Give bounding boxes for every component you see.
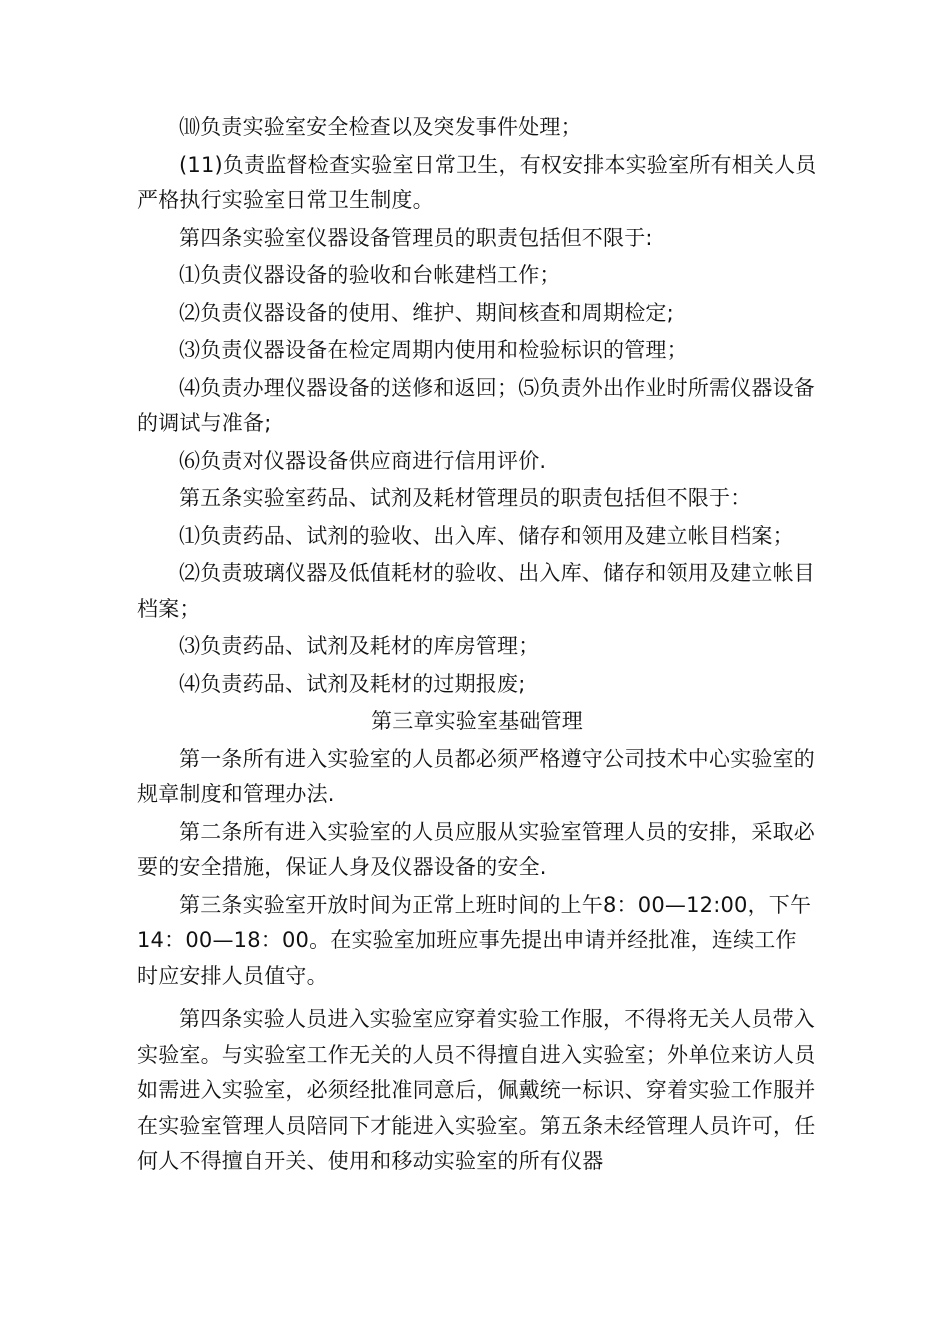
- paragraph-article-5: 第五条实验室药品、试剂及耗材管理员的职责包括但不限于：: [179, 486, 752, 510]
- paragraph-equipment-1: ⑴负责仪器设备的验收和台帐建档工作；: [179, 263, 561, 287]
- paragraph-equipment-4-5: ⑷负责办理仪器设备的送修和返回；⑸负责外出作业时所需仪器设备的调试与准备;: [137, 375, 815, 435]
- paragraph-equipment-6: ⑹负责对仪器设备供应商进行信用评价.: [179, 448, 547, 473]
- paragraph-equipment-3: ⑶负责仪器设备在检定周期内使用和检验标识的管理；: [179, 338, 688, 362]
- chapter-heading: 第三章实验室基础管理: [371, 709, 583, 733]
- document-body: [137, 110, 817, 1182]
- paragraph-reagent-1: ⑴负责药品、试剂的验收、出入库、储存和领用及建立帐目档案；: [179, 523, 794, 548]
- paragraph-basic-article-3: 第三条实验室开放时间为正常上班时间的上午8：00—12:00，下午14：00—18：00。在实验室加班应事先提出申请并经批准，连续工作时应安排人员值守。: [137, 892, 812, 988]
- paragraph-item-10: ⑽负责实验室安全检查以及突发事件处理；: [179, 115, 582, 139]
- paragraph-reagent-4: ⑷负责药品、试剂及耗材的过期报废;: [179, 671, 526, 696]
- paragraph-equipment-2: ⑵负责仪器设备的使用、维护、期间核查和周期检定;: [179, 300, 674, 325]
- paragraph-basic-article-4: 第四条实验人员进入实验室应穿着实验工作服，不得将无关人员带入实验室。与实验室工作无关的人员不得擅自进入实验室；外单位来访人员如需进入实验室，必须经批准同意后，佩戴统一标识、穿着实验工作服并在实验室管理人员陪同下才能进入实验室。第五条未经管理人员许可，任何人不得擅自开关、使用和移动实验室的所有仪器: [137, 1007, 816, 1173]
- paragraph-reagent-2: ⑵负责玻璃仪器及低值耗材的验收、出入库、储存和领用及建立帐目档案；: [137, 561, 815, 621]
- paragraph-reagent-3: ⑶负责药品、试剂及耗材的库房管理；: [179, 634, 540, 658]
- paragraph-article-4: 第四条实验室仪器设备管理员的职责包括但不限于:: [179, 225, 653, 250]
- paragraph-item-11: (11)负责监督检查实验室日常卫生，有权安排本实验室所有相关人员严格执行实验室日常卫生制度。: [137, 152, 817, 212]
- paragraph-basic-article-1: 第一条所有进入实验室的人员都必须严格遵守公司技术中心实验室的规章制度和管理办法.: [137, 746, 815, 806]
- paragraph-basic-article-2: 第二条所有进入实验室的人员应服从实验室管理人员的安排，采取必要的安全措施，保证人身及仪器设备的安全.: [137, 819, 815, 879]
